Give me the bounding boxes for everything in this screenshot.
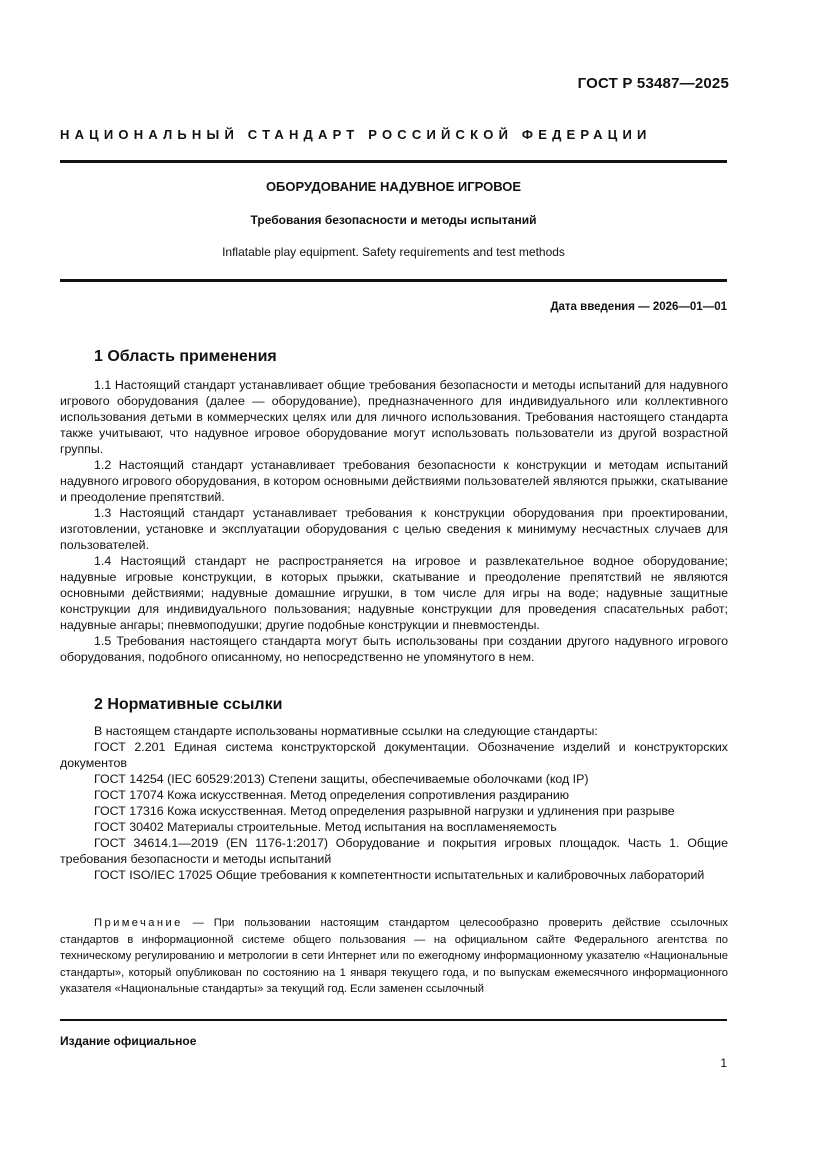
- introduction-date: Дата введения — 2026—01—01: [550, 301, 727, 313]
- section-2-body: [60, 723, 728, 883]
- note-label: Примечание: [94, 917, 183, 929]
- references-note: [60, 915, 728, 998]
- reference-item: ГОСТ 2.201 Единая система конструкторской документации. Обозначение изделий и конструкторских документов: [60, 740, 728, 770]
- paragraph-1-4: 1.4 Настоящий стандарт не распространяется на игровое и развлекательное водное оборудование; надувные игровые конструкции, в которых прыжки, скатывание и преодоление препятствий не являются основными действиями; надувные домашние игрушки, в том числе для игры на воде; надувные защитные конструкции для индивидуального пользования; надувные конструкции для проведения спасательных работ; надувные ангары; пневмоподушки; другие подобные конструкции и пневмостенды.: [60, 554, 728, 632]
- official-edition-label: Издание официальное: [60, 1034, 197, 1048]
- document-title-ru: ОБОРУДОВАНИЕ НАДУВНОЕ ИГРОВОЕ: [265, 179, 522, 194]
- reference-item: ГОСТ 30402 Материалы строительные. Метод испытания на воспламеняемость: [94, 820, 557, 834]
- note-text: — При пользовании настоящим стандартом целесообразно проверить действие ссылочных стандартов в информационной системе общего пользования — на официальном сайте Федерального агентства по техническому регулированию и метрологии в сети Интернет или по ежегодному информационному указателю «Национальные стандарты», который опубликован по состоянию на 1 января текущего года, и по выпускам ежемесячного информационного указателя «Национальные стандарты» за текущий год. Если заменен ссылочный: [60, 917, 728, 995]
- document-number: ГОСТ Р 53487—2025: [577, 75, 729, 92]
- reference-item: ГОСТ 17316 Кожа искусственная. Метод определения разрывной нагрузки и удлинения при разрыве: [94, 804, 675, 818]
- page-number: 1: [720, 1056, 727, 1070]
- section-2-heading: 2 Нормативные ссылки: [94, 696, 283, 713]
- paragraph-1-3: 1.3 Настоящий стандарт устанавливает требования к конструкции оборудования при проектировании, изготовлении, установке и эксплуатации оборудования с целью сведения к минимуму несчастных случаев для пользователей.: [60, 506, 728, 552]
- reference-item: ГОСТ 14254 (IEC 60529:2013) Степени защиты, обеспечиваемые оболочками (код IP): [94, 772, 589, 786]
- reference-item: ГОСТ ISO/IEC 17025 Общие требования к компетентности испытательных и калибровочных лабораторий: [94, 868, 705, 882]
- document-title-en: Inflatable play equipment. Safety requirements and test methods: [222, 245, 565, 259]
- paragraph-1-1: 1.1 Настоящий стандарт устанавливает общие требования безопасности и методы испытаний для надувного игрового оборудования (далее — оборудование), предназначенного для индивидуального или коллективного использования детьми в коммерческих целях или для личного использования. Требования настоящего стандарта также учитывают, что надувное игровое оборудование могут использовать пользователи из другой возрастной группы.: [60, 378, 728, 456]
- paragraph-1-5: 1.5 Требования настоящего стандарта могут быть использованы при создании другого надувного игрового оборудования, подобного описанному, но непосредственно не упомянутого в нем.: [60, 634, 728, 664]
- section-1-heading: 1 Область применения: [94, 348, 277, 365]
- section-1-body: [60, 377, 728, 665]
- reference-item: ГОСТ 34614.1—2019 (EN 1176-1:2017) Оборудование и покрытия игровых площадок. Часть 1. Общие требования безопасности и методы испытаний: [60, 836, 728, 866]
- document-subtitle-ru: Требования безопасности и методы испытаний: [250, 213, 537, 227]
- top-rule: [60, 160, 727, 163]
- paragraph-1-2: 1.2 Настоящий стандарт устанавливает требования безопасности к конструкции и методам испытаний надувного игрового оборудования, в котором основными действиями пользователей являются прыжки, скатывание и преодоление препятствий.: [60, 458, 728, 504]
- reference-item: ГОСТ 17074 Кожа искусственная. Метод определения сопротивления раздиранию: [94, 788, 570, 802]
- national-standard-title: НАЦИОНАЛЬНЫЙ СТАНДАРТ РОССИЙСКОЙ ФЕДЕРАЦИИ: [60, 127, 652, 142]
- references-intro: В настоящем стандарте использованы нормативные ссылки на следующие стандарты:: [94, 724, 598, 738]
- footer-rule: [60, 1019, 727, 1021]
- title-rule: [60, 279, 727, 282]
